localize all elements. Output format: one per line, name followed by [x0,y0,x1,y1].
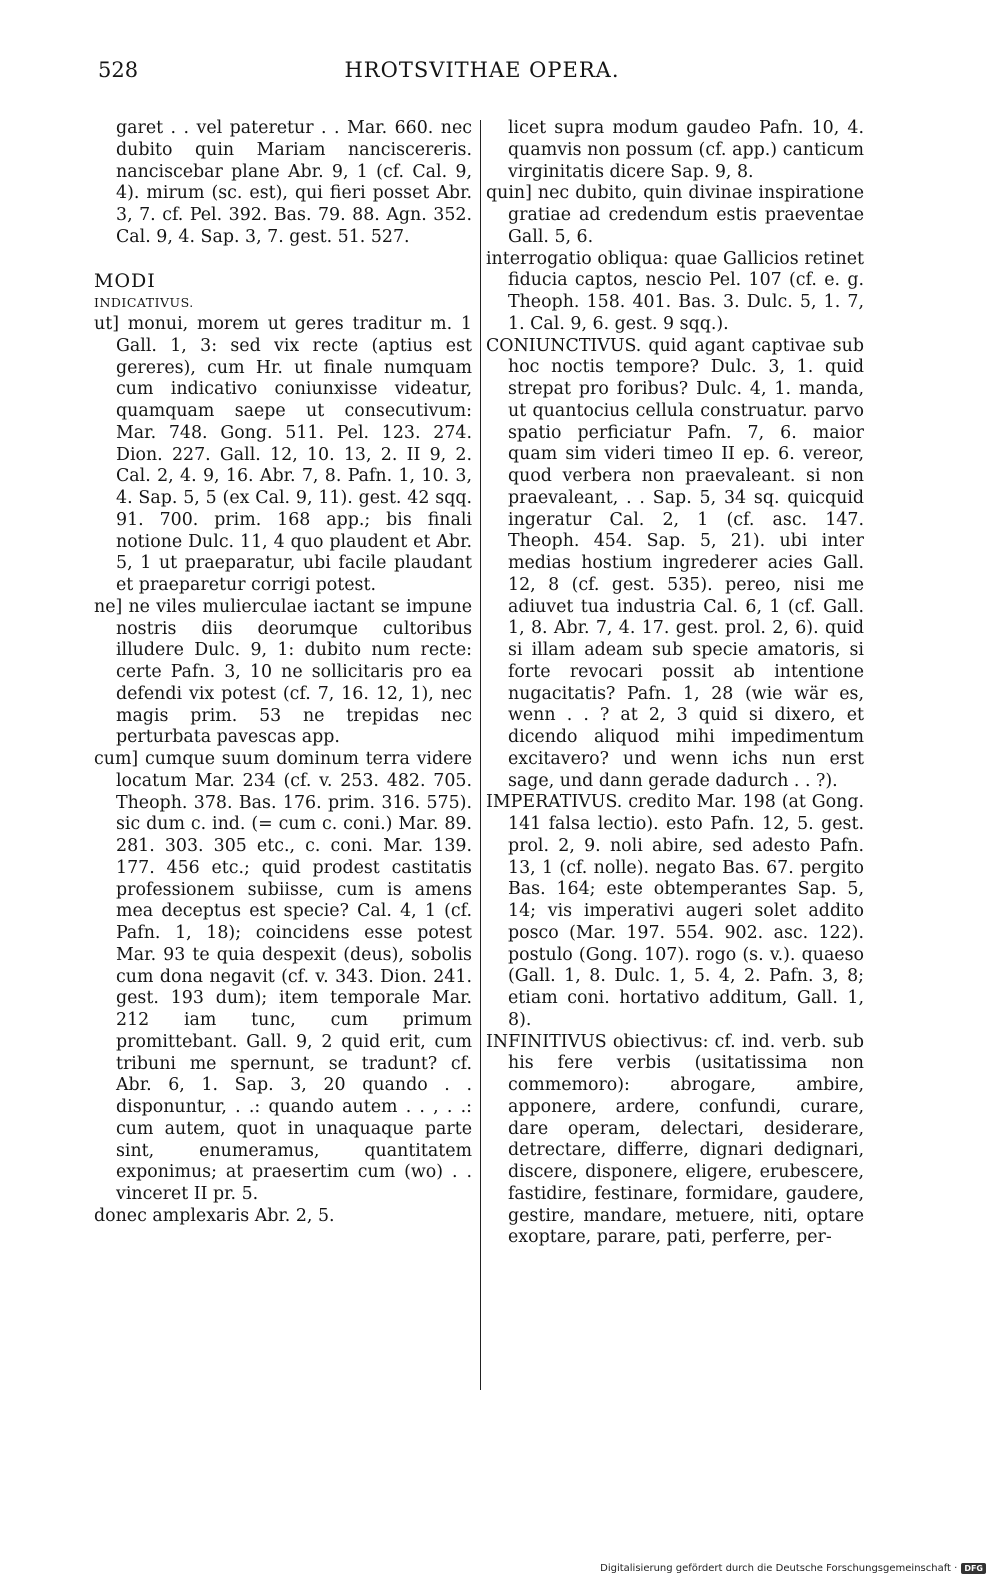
entry: donec amplexaris Abr. 2, 5. [94,1205,335,1226]
entry: IMPERATIVUS. credito Mar. 198 (at Gong. 141 falsa lectio). esto Pafn. 12, 5. gest. prol. 2, 9. noli abire, sed adesto Pafn. 13, 1 (cf. nolle). negato Bas. 67. pergito Bas. 164; este obtemperantes Sap. 5, 14; vis imperativi augeri solet addito posco (Mar. 197. 554. 902. asc. 122). postulo (Gong. 107). rogo (s. v.). quaeso (Gall. 1, 8. Dulc. 1, 5. 4, 2. Pafn. 3, 8; etiam coni. hortativo additum, Gall. 1, 8). [486,792,864,1030]
left-column [94,118,472,1228]
section-heading: MODI [94,269,156,292]
footer [600,1563,986,1574]
entry: interrogatio obliqua: quae Gallicios retinet fiducia captos, nescio Pel. 107 (cf. e. g. Theoph. 158. 401. Bas. 3. Dulc. 5, 1. 7, 1. Cal. 9, 6. gest. 9 sqq.). [486,248,864,334]
entry: CONIUNCTIVUS. quid agant captivae sub hoc noctis tempore? Dulc. 3, 1. quid strepat pro foribus? Dulc. 4, 1. manda, ut quantocius cellula construatur. parvo spatio perficiatur Pafn. 7, 6. maior quam sim videri timeo II ep. 6. vereor, quod verbera non praevaleant. si non praevaleant, . . Sap. 5, 34 sq. quicquid ingeratur Cal. 2, 1 (cf. asc. 147. Theoph. 454. Sap. 5, 21). ubi inter medias hostium ingrederer acies Gall. 12, 8 (cf. gest. 535). pereo, nisi me adiuvet tua industria Cal. 6, 1 (cf. Gall. 1, 8. Abr. 7, 4. 17. gest. prol. 2, 6). quid si illam adeam sub specie amatoris, si forte revocari possit ab intentione nugacitatis? Pafn. 1, 28 (wie wär es, wenn . . ? at 2, 3 quid si dixero, et dicendo aliquod mihi impedimentum excitavero? und wenn ichs nun erst sage, und dann gerade dadurch . . ?). [486,335,864,791]
dfg-logo: DFG [961,1563,986,1574]
entry: cum] cumque suum dominum terra videre locatum Mar. 234 (cf. v. 253. 482. 705. Theoph. 378. Bas. 176. prim. 316. 575). sic dum c. ind. (= cum c. coni.) Mar. 89. 281. 303. 305 etc., c. coni. Mar. 139. 177. 456 etc.; quid prodest castitatis professionem subiisse, cum is amens mea deceptus est specie? Cal. 4, 1 (cf. Pafn. 1, 18); coincidens esse potest Mar. 93 te quia despexit (deus), sobolis cum dona negavit (cf. v. 343. Dion. 241. gest. 193 dum); item temporale Mar. 212 iam tunc, cum primum promittebant. Gall. 9, 2 quid erit, cum tribuni me spernunt, se tradunt? cf. Abr. 6, 1. Sap. 3, 20 quando . . disponuntur, . .: quando autem . . , . .: cum autem, quot in unaquaque parte sint, enumeramus, quantitatem exponimus; at praesertim cum (wo) . . vinceret II pr. 5. [94,749,472,1204]
running-title: HROTSVITHAE OPERA. [344,58,620,82]
column-divider [480,120,481,1390]
page-header [98,58,866,94]
paragraph: licet supra modum gaudeo Pafn. 10, 4. quamvis non possum (cf. app.) canticum virginitatis dicere Sap. 9, 8. [508,118,864,182]
right-column [486,118,864,1249]
entry: ut] monui, morem ut geres traditur m. 1 Gall. 1, 3: sed vix recte (aptius est gereres), cum Hr. ut finale numquam cum indicativo coniunxisse videatur, quamquam saepe ut consecutivum: Mar. 748. Gong. 511. Pel. 123. 274. Dion. 227. Gall. 12, 10. 13, 2. II 9, 2. Cal. 2, 4. 9, 16. Abr. 7, 8. Pafn. 1, 10. 3, 4. Sap. 5, 5 (ex Cal. 9, 11). gest. 42 sqq. 91. 700. prim. 168 app.; bis finali notione Dulc. 11, 4 quo plaudent et Abr. 5, 1 ut praeparatur, ubi facile plaudant et praeparetur corrigi potest. [94,314,472,595]
entry: INFINITIVUS obiectivus: cf. ind. verb. sub his fere verbis (usitatissima non commemoro): abrogare, ambire, apponere, ardere, confundi, curare, dare operam, delectari, desiderare, detrectare, differre, dignari dedignari, discere, disponere, eligere, erubescere, fastidire, festinare, formidare, gaudere, gestire, mandare, metuere, niti, optare exoptare, parare, pati, perferre, per- [486,1031,864,1248]
footer-credit: Digitalisierung gefördert durch die Deutsche Forschungsgemeinschaft · [600,1563,958,1574]
page-number: 528 [98,58,139,82]
entry: quin] nec dubito, quin divinae inspiratione gratiae ad credendum estis praeventae Gall. 5, 6. [486,183,864,247]
paragraph: garet . . vel pateretur . . Mar. 660. nec dubito quin Mariam nanciscereris. nanciscebar plane Abr. 9, 1 (cf. Cal. 9, 4). mirum (sc. est), qui fieri posset Abr. 3, 7. cf. Pel. 392. Bas. 79. 88. Agn. 352. Cal. 9, 4. Sap. 3, 7. gest. 51. 527. [116,118,472,247]
subheading: INDICATIVUS. [94,295,194,311]
entry: ne] ne viles mulierculae iactant se impune nostris diis deorumque cultoribus illudere Dulc. 9, 1: dubito num recte: certe Pafn. 3, 10 ne sollicitaris pro ea defendi vix potest (cf. 7, 16. 12, 1), nec magis prim. 53 ne trepidas nec perturbata pavescas app. [94,596,472,748]
